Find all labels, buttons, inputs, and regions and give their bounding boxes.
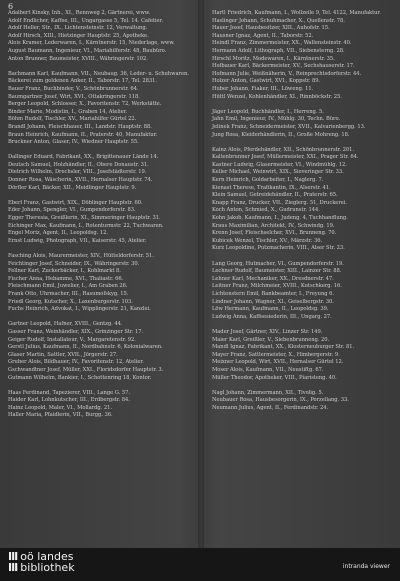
directory-entry: Kurz Leopoldine, Putzmacherin, VIII., Alser Str. 23. bbox=[212, 245, 345, 252]
directory-entry: Bruckner Anton, Glaser, IV., Wiedner Hauptstr. 55. bbox=[8, 139, 139, 146]
directory-entry: Hainz Leopold, Maler, VI., Mollardg. 21. bbox=[8, 404, 112, 411]
directory-entry: Dallinger Eduard, Fabrikant, XX., Brigittenauer Lände 14. bbox=[8, 154, 159, 161]
directory-entry: Huber Johann, Fiaker, III., Löweng. 11. bbox=[212, 85, 314, 92]
directory-entry bbox=[8, 314, 192, 322]
page-number: 6 bbox=[8, 2, 14, 11]
directory-entry: Klein Samuel, Getreidehändler, II., Praterstr. 65. bbox=[212, 192, 338, 199]
directory-entry: Eberl Franz, Gastwirt, XIX., Döblinger Hauptstr. 60. bbox=[8, 199, 143, 206]
directory-entry: Adolf Hirsch, XIII., Hietzinger Hauptstr. 25, Apotheke. bbox=[8, 32, 149, 39]
directory-entry: Bachmann Karl, Kaufmann, VII., Neubaug. 36, Leder- u. Schuhwaren. bbox=[8, 70, 189, 77]
directory-entry: Haider Karl, Lohnkutscher, III., Erdbergstr. 84. bbox=[8, 397, 130, 404]
directory-entry: Lindner Johann, Wagner, XI., Geiselbergstr. 30. bbox=[212, 298, 334, 305]
directory-entry: Heindl Franz, Zimmermeister, XX., Wallensteinstr. 40. bbox=[212, 40, 352, 47]
directory-entry bbox=[212, 139, 394, 147]
directory-entry: Lang Georg, Hutmacher, VI., Gumpendorferstr. 19. bbox=[212, 260, 344, 267]
directory-entry: Hofbauer Karl, Bäckermeister, XV., Sechshauserstr. 17. bbox=[212, 63, 355, 70]
directory-entry: Brandl Johann, Fleischhauer, III., Landstr. Hauptstr. 88. bbox=[8, 123, 152, 130]
directory-entry: Eichinger Max, Kaufmann, I., Rotenturmstr. 22, Tuchwaren. bbox=[8, 222, 164, 229]
directory-entry: Kastner Ludwig, Glasermeister, VI., Windmühlg. 12. bbox=[212, 161, 347, 168]
directory-entry: Gartner Leopold, Hafner, XVIII., Gentzg. 44. bbox=[8, 321, 123, 328]
directory-entry: Kienast Therese, Trafikantin, IX., Alserstr. 41. bbox=[212, 184, 331, 191]
directory-entry: Hofmann Julie, Weißnäherin, V., Reinprechtsdorferstr. 44. bbox=[212, 70, 362, 77]
directory-entry: Bäckerei zum goldenen Anker, II., Taborstr. 17, Tel. 2831. bbox=[8, 78, 157, 85]
directory-entry: Hermann Adolf, Lithograph, VII., Siebensterng. 28. bbox=[212, 47, 345, 54]
directory-entry: Lehner Karl, Mechaniker, XX., Dresdnerstr. 47. bbox=[212, 275, 334, 282]
directory-entry: Haslinger Johann, Schuhmacher, X., Quellenstr. 78. bbox=[212, 17, 345, 24]
directory-entry: Frank Otto, Uhrmacher, III., Rasumofskyg. 15. bbox=[8, 290, 129, 297]
directory-entry: Glaser Martin, Sattler, XVII., Jörgerstr. 27. bbox=[8, 351, 118, 358]
directory-entry: Dörfler Karl, Bäcker, XII., Meidlinger Hauptstr. 9. bbox=[8, 184, 137, 191]
directory-entry: Kubicek Wenzel, Tischler, XV., Märzstr. 36. bbox=[212, 237, 323, 244]
directory-entry: Egger Theresia, Greißlerin, XI., Simmeringer Hauptstr. 31. bbox=[8, 215, 161, 222]
directory-entry: Gruber Alois, Bildhauer, IV., Favoritenstr. 12, Atelier. bbox=[8, 359, 144, 366]
directory-entry: Neubauer Rosa, Hausbesorgerin, IX., Porzellang. 33. bbox=[212, 397, 349, 404]
directory-entry: Gasser Franz, Weinhändler, XIX., Grinzinger Str. 17. bbox=[8, 328, 144, 335]
logo-line-2 bbox=[8, 562, 75, 574]
directory-entry: Geiger Rudolf, Installateur, V., Margaretenstr. 92. bbox=[8, 336, 136, 343]
directory-entry: Alois Kramer, Lederwaren, I., Kärntnerstr. 15, Niederlage, www. bbox=[8, 40, 175, 47]
directory-entry: Anton Brunner, Baumeister, XVIII., Währingerstr. 102. bbox=[8, 55, 148, 62]
directory-entry: Engel Moriz, Agent, II., Leopoldsg. 12. bbox=[8, 230, 108, 237]
logo-text-1: oö landes bbox=[20, 550, 74, 563]
directory-entry: Deutsch Samuel, Holzhändler, II., Obere Donaustr. 31. bbox=[8, 161, 149, 168]
directory-entry: Fleischmann Emil, Juwelier, I., Am Graben 26. bbox=[8, 283, 128, 290]
directory-entry: Kohn Jakob, Kaufmann, I., Judeng. 4, Tuchhandlung. bbox=[212, 215, 348, 222]
directory-entry: Berger Leopold, Schlosser, X., Favoritenstr. 72, Werkstätte. bbox=[8, 101, 162, 108]
directory-entry bbox=[212, 101, 394, 109]
logo-bars-icon-2: III bbox=[8, 561, 18, 574]
directory-entry: Jelinek Franz, Schneidermeister, XVII., Kalvarienbergg. 13. bbox=[212, 123, 366, 130]
directory-entry: Baumgartner Josef, Wirt, XVI., Ottakringerstr. 118. bbox=[8, 93, 140, 100]
directory-entry: Braun Heinrich, Kaufmann, II., Praterstr. 40, Manufaktur. bbox=[8, 131, 158, 138]
left-column bbox=[8, 10, 192, 420]
directory-entry: Kern Heinrich, Goldarbeiter, I., Naglerg. 7. bbox=[212, 177, 324, 184]
directory-entry: Müller Theodor, Apotheker, VIII., Piaristeng. 40. bbox=[212, 374, 337, 381]
directory-entry: Jahn Emil, Ingenieur, IV., Mühlg. 30, Techn. Büro. bbox=[212, 116, 341, 123]
directory-entry: Lechner Rudolf, Baumeister, XIII., Lainzer Str. 88. bbox=[212, 268, 342, 275]
directory-entry: Fuchs Heinrich, Advokat, I., Wipplingerstr. 21, Kanzlei. bbox=[8, 306, 151, 313]
directory-entry: Hüttl Wenzel, Kohlenhändler, XI., Rinnböckstr. 25. bbox=[212, 93, 342, 100]
directory-entry: Adolf Heller, Str., IX., Lichtensteinstr. 12, Verwaltung. bbox=[8, 25, 148, 32]
directory-entry: Haller Maria, Pfaidlerin, VII., Burgg. 36. bbox=[8, 412, 113, 419]
directory-entry: Krenn Josef, Fleischselcher, XVI., Brunneng. 70. bbox=[212, 230, 337, 237]
directory-entry: Fellner Karl, Zuckerbäcker, I., Kohlmarkt 8. bbox=[8, 268, 121, 275]
directory-entry: Nagl Johann, Zimmermann, XII., Tivolig. 5. bbox=[212, 389, 324, 396]
directory-entry: Adalbert Kinsky, Inh., XI., Rennweg 2, Gärtnerei, www. bbox=[8, 10, 151, 16]
directory-entry: August Baumann, Ingenieur, VI., Mariahilferstr. 48, Baubüro. bbox=[8, 47, 167, 54]
directory-entry: Knapp Franz, Drucker, VII., Zieglerg. 51, Druckerei. bbox=[212, 199, 347, 206]
directory-entry: Moser Alois, Kaufmann, VII., Neustiftg. 67. bbox=[212, 366, 324, 373]
directory-entry: Donner Rosa, Wäscherin, XVII., Hernalser Hauptstr. 74. bbox=[8, 177, 153, 184]
directory-entry: Feichtinger Josef, Schneider, IX., Währingerstr. 30. bbox=[8, 260, 140, 267]
directory-entry: Maier Karl, Greißler, V., Siebenbrunneng. 20. bbox=[212, 336, 330, 343]
directory-entry: Fasching Alois, Maurermeister, XIV., Hütteldorferstr. 51. bbox=[8, 253, 154, 259]
directory-entry: Löw Hermann, Kaufmann, II., Leopoldsg. 39. bbox=[212, 306, 329, 313]
directory-entry: Kainz Alois, Pferdehändler, XII., Schönbrunnerstr. 201. bbox=[212, 146, 355, 153]
directory-entry: Gerstl Julius, Kaufmann, II., Nordbahnstr. 6, Kolonialwaren. bbox=[8, 344, 163, 351]
directory-entry: Leitner Franz, Milchmeier, XVIII., Kutschkerg. 16. bbox=[212, 283, 342, 290]
library-logo[interactable] bbox=[8, 551, 75, 574]
directory-entry: Jung Rosa, Kleiderhändlerin, II., Große Mohreng. 18. bbox=[212, 131, 350, 138]
directory-entry: Ludwig Anna, Kaffeesiederin, III., Ungarg. 27. bbox=[212, 313, 332, 320]
page-gutter bbox=[198, 0, 204, 548]
directory-entry: Kaltenbrunner Josef, Müllermeister, XXI., Prager Str. 64. bbox=[212, 154, 359, 161]
directory-entry: Keller Michael, Weinwirt, XIX., Sieveringer Str. 33. bbox=[212, 169, 344, 176]
directory-entry: Meixner Leopold, Wirt, XVII., Hernalser Gürtel 12. bbox=[212, 359, 344, 366]
directory-entry bbox=[212, 382, 394, 390]
directory-entry: Friedl Georg, Kutscher, X., Laxenburgerstr. 103. bbox=[8, 298, 133, 305]
directory-entry: Ernst Ludwig, Photograph, VII., Kaiserstr. 45, Atelier. bbox=[8, 237, 147, 244]
directory-entry bbox=[8, 192, 192, 200]
directory-entry: Hausner Ignaz, Agent, II., Taborstr. 52. bbox=[212, 32, 314, 39]
directory-entry: Bauer Franz, Buchbinder, V., Schönbrunnerstr. 64. bbox=[8, 85, 139, 92]
directory-entry bbox=[8, 147, 192, 155]
directory-entry: Jäger Leopold, Buchhändler, I., Herreng. 5. bbox=[212, 108, 324, 115]
viewer-label[interactable]: intranda viewer bbox=[342, 563, 390, 570]
directory-entry: Hirschl Moritz, Modewaren, I., Kärntnerstr. 35. bbox=[212, 55, 335, 62]
directory-entry: Hartl Friedrich, Kaufmann, I., Wollzeile 9, Tel. 4122, Manufaktur. bbox=[212, 10, 381, 16]
directory-entry: Eder Johann, Spengler, VI., Gumpendorferstr. 83. bbox=[8, 207, 136, 214]
directory-entry: Kraus Maximilian, Architekt, IV., Schwindg. 19. bbox=[212, 222, 335, 229]
directory-entry: Holzer Anton, Gastwirt, XVI., Koppstr. 89. bbox=[212, 78, 321, 85]
directory-entry: Böhm Rudolf, Tischler, XV., Mariahilfer Gürtel 22. bbox=[8, 116, 137, 123]
directory-entry bbox=[8, 245, 192, 253]
directory-entry: Haas Ferdinand, Tapezierer, VIII., Lange G. 57. bbox=[8, 389, 130, 396]
right-column bbox=[212, 10, 394, 412]
directory-entry: Binder Marie, Modistin, I., Graben 14, Atelier. bbox=[8, 108, 128, 115]
directory-entry: Lichtenstern Emil, Bankbeamter, I., Freyung 6. bbox=[212, 290, 334, 297]
directory-entry bbox=[212, 321, 394, 329]
directory-entry: Adolf Endlicher, Kaffee, III., Ungargasse 5, Tel. 14. Cafetier. bbox=[8, 17, 163, 24]
directory-entry: Gschwandtner Josef, Müller, XXI., Floridsdorfer Hauptstr. 3. bbox=[8, 366, 164, 373]
directory-entry bbox=[8, 63, 192, 71]
directory-entry: Mandl Ignaz, Fabrikant, XX., Klosterneuburger Str. 81. bbox=[212, 344, 355, 351]
directory-entry: Fischer Anna, Hebamme, XVI., Thaliastr. 66. bbox=[8, 275, 124, 282]
directory-entry: Koch Anton, Schmied, X., Gudrunstr. 144. bbox=[212, 207, 320, 214]
directory-entry: Gutmann Wilhelm, Bankier, I., Schottenring 18, Kontor. bbox=[8, 374, 152, 381]
directory-entry: Neumann Julius, Agent, II., Ferdinandstr. 24. bbox=[212, 404, 329, 411]
logo-bars-icon: III bbox=[8, 550, 18, 563]
directory-entry bbox=[212, 253, 394, 261]
directory-entry bbox=[8, 382, 192, 390]
directory-entry: Hauer Josef, Hausbesitzer, XIII., Auhofstr. 15. bbox=[212, 25, 330, 32]
logo-text-2: bibliothek bbox=[20, 561, 75, 574]
directory-entry: Mader Josef, Gärtner, XIV., Linzer Str. 149. bbox=[212, 328, 323, 335]
directory-entry: Dietrich Wilhelm, Drechsler, VIII., Josefstädterstr. 19. bbox=[8, 169, 147, 176]
directory-entry: Mayer Franz, Sattlermeister, X., Himbergerstr. 9. bbox=[212, 351, 340, 358]
